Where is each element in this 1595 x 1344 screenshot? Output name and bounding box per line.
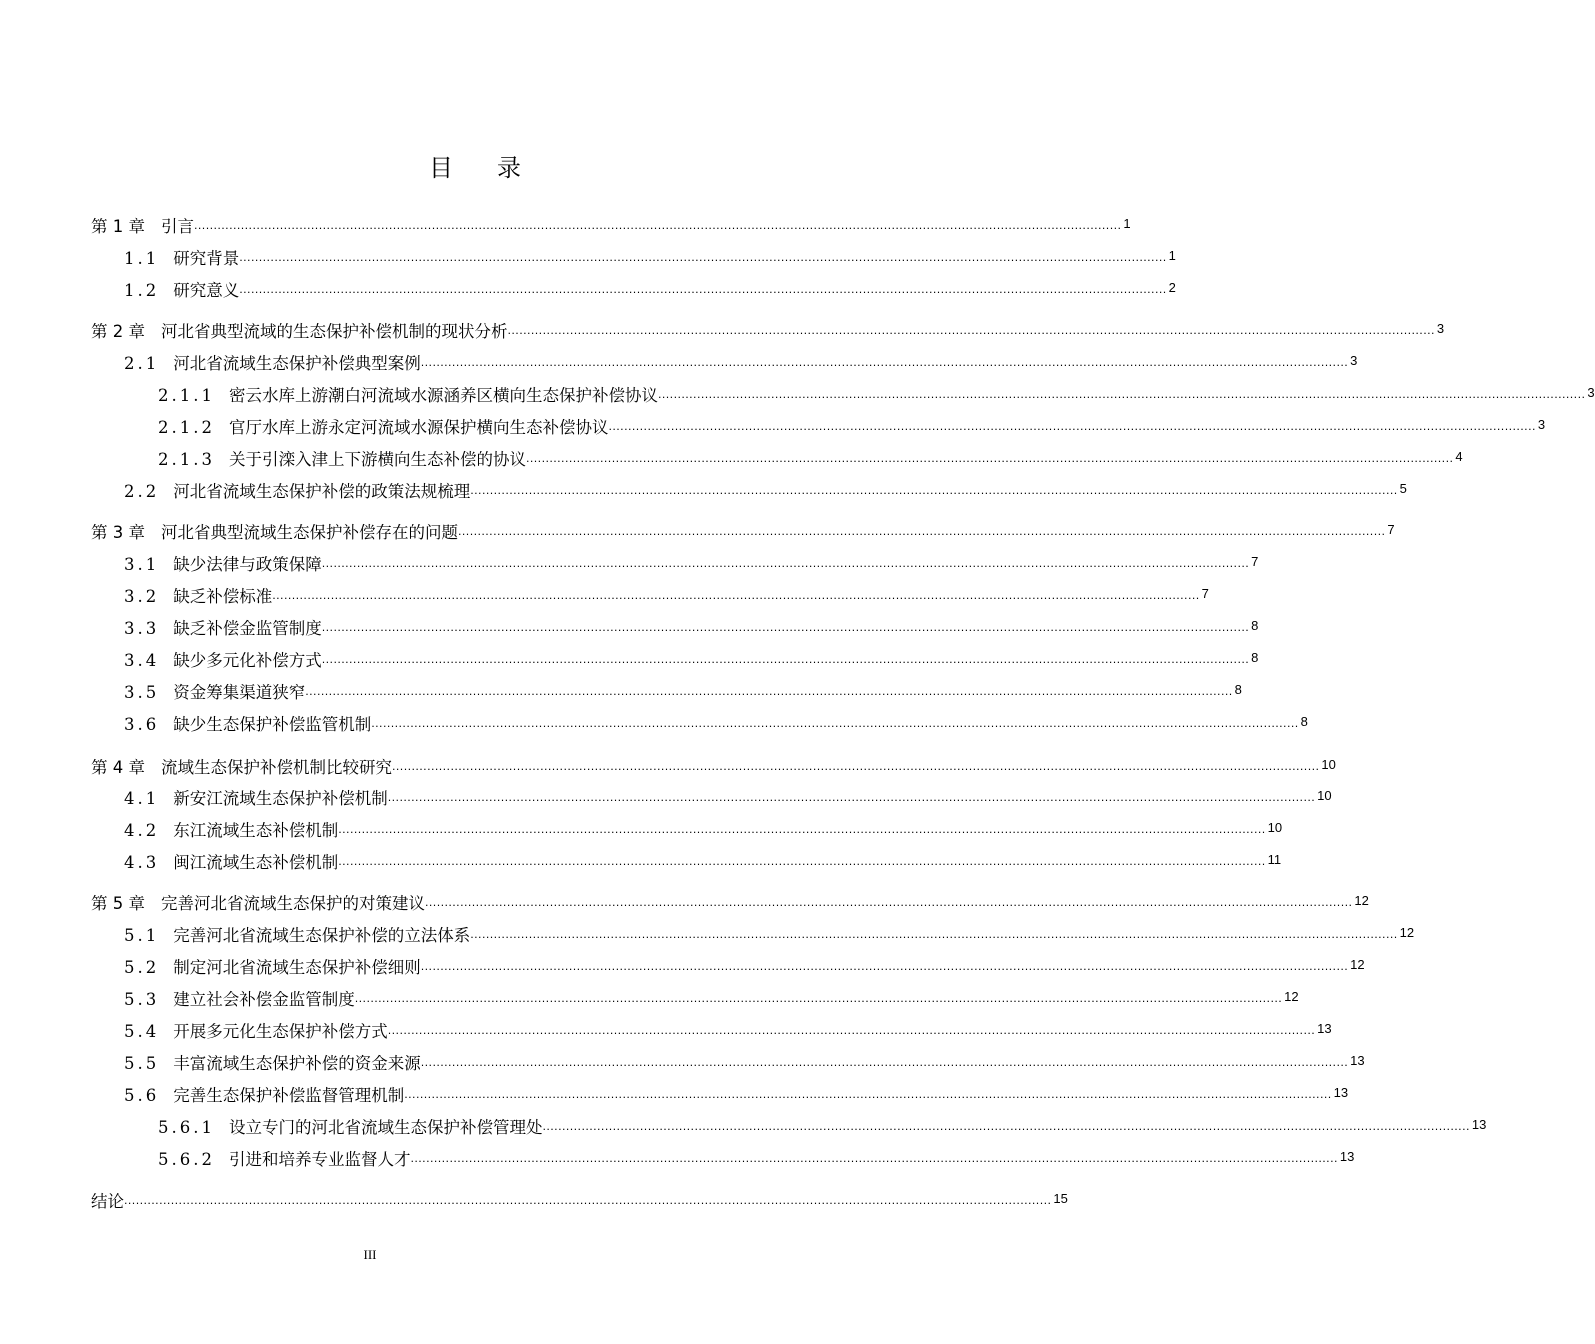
toc-number: 1.1 <box>124 249 160 268</box>
toc-title: 新安江流域生态保护补偿机制 <box>173 789 388 808</box>
toc-entry-chapter-3[interactable] <box>91 518 1395 544</box>
toc-entry-chapter-1[interactable] <box>91 212 1131 238</box>
toc-page-number: 13 <box>1350 1053 1365 1068</box>
toc-entry[interactable] <box>124 477 1407 503</box>
toc-number: 2.1 <box>124 354 160 373</box>
toc-entry-chapter-2[interactable] <box>91 317 1445 343</box>
toc-leader: .............................................................................................................................................................................................................................................. <box>525 452 1454 465</box>
toc-title: 开展多元化生态保护补偿方式 <box>173 1022 388 1041</box>
toc-page-number: 3 <box>1537 417 1546 432</box>
title-char-1: 目 <box>429 154 453 182</box>
toc-number: 2.1.2 <box>158 418 215 437</box>
toc-leader: .............................................................................................................................................................................................................................................. <box>404 1088 1332 1101</box>
toc-leader: .............................................................................................................................................................................................................................................. <box>305 685 1233 698</box>
toc-entry[interactable] <box>124 784 1332 810</box>
toc-leader: .............................................................................................................................................................................................................................................. <box>272 589 1200 602</box>
toc-title: 引进和培养专业监督人才 <box>228 1150 411 1169</box>
toc-title: 结论 <box>91 1192 124 1211</box>
toc-leader: .............................................................................................................................................................................................................................................. <box>420 356 1349 369</box>
toc-number: 3.6 <box>124 715 160 734</box>
toc-title: 河北省典型流域的生态保护补偿机制的现状分析 <box>161 322 508 341</box>
toc-entry[interactable] <box>158 1145 1355 1171</box>
toc-title: 引言 <box>161 217 194 236</box>
toc-number: 2.1.3 <box>158 450 215 469</box>
toc-leader: .............................................................................................................................................................................................................................................. <box>194 219 1122 232</box>
toc-number: 3.4 <box>124 651 160 670</box>
toc-entry[interactable] <box>124 276 1176 302</box>
toc-leader: .............................................................................................................................................................................................................................................. <box>371 717 1299 730</box>
toc-number: 3.2 <box>124 587 160 606</box>
toc-leader: .............................................................................................................................................................................................................................................. <box>124 1194 1052 1207</box>
toc-title: 闽江流域生态补偿机制 <box>173 853 339 872</box>
toc-title: 河北省流域生态保护补偿的政策法规梳理 <box>173 482 471 501</box>
toc-number: 第 4 章 <box>91 758 145 777</box>
toc-title: 完善河北省流域生态保护补偿的立法体系 <box>173 926 471 945</box>
toc-leader: .............................................................................................................................................................................................................................................. <box>239 283 1167 296</box>
toc-entry[interactable] <box>124 710 1308 736</box>
toc-title: 完善河北省流域生态保护的对策建议 <box>161 894 425 913</box>
toc-page-number: 8 <box>1300 714 1308 729</box>
toc-page-number: 4 <box>1455 449 1463 464</box>
toc-page-number: 12 <box>1399 925 1415 940</box>
toc-leader: .............................................................................................................................................................................................................................................. <box>338 855 1266 868</box>
toc-page-number: 8 <box>1234 682 1242 697</box>
toc-number: 第 2 章 <box>91 322 145 341</box>
toc-title: 官厅水库上游永定河流域水源保护横向生态补偿协议 <box>228 418 609 437</box>
toc-page-number: 12 <box>1284 989 1299 1004</box>
toc-leader: .............................................................................................................................................................................................................................................. <box>507 324 1435 337</box>
toc-page-number: 7 <box>1201 586 1209 601</box>
toc-title: 丰富流域生态保护补偿的资金来源 <box>173 1054 421 1073</box>
toc-page-number: 3 <box>1436 321 1445 336</box>
toc-page-number: 1 <box>1123 216 1131 231</box>
toc-entry[interactable] <box>124 848 1282 874</box>
toc-number: 4.1 <box>124 789 160 808</box>
toc-page-number: 13 <box>1339 1149 1355 1164</box>
toc-number: 5.2 <box>124 958 160 977</box>
toc-page-number: 1 <box>1168 248 1176 263</box>
toc-page-number: 5 <box>1399 481 1407 496</box>
toc-number: 4.2 <box>124 821 160 840</box>
toc-title: 缺少法律与政策保障 <box>173 555 322 574</box>
toc-title: 研究背景 <box>173 249 240 268</box>
toc-page-number: 12 <box>1350 957 1365 972</box>
toc-entry[interactable] <box>124 1081 1349 1107</box>
toc-number: 1.2 <box>124 281 160 300</box>
toc-leader: .............................................................................................................................................................................................................................................. <box>542 1120 1470 1133</box>
toc-entry[interactable] <box>124 244 1176 270</box>
toc-leader: .............................................................................................................................................................................................................................................. <box>387 1024 1316 1037</box>
toc-title: 缺少多元化补偿方式 <box>173 651 322 670</box>
toc-number: 第 1 章 <box>91 217 145 236</box>
toc-leader: .............................................................................................................................................................................................................................................. <box>321 557 1250 570</box>
toc-title: 制定河北省流域生态保护补偿细则 <box>173 958 421 977</box>
toc-leader: .............................................................................................................................................................................................................................................. <box>321 621 1250 634</box>
toc-entry[interactable] <box>158 1113 1487 1139</box>
toc-title: 河北省典型流域生态保护补偿存在的问题 <box>161 523 458 542</box>
toc-page-number: 13 <box>1317 1021 1332 1036</box>
toc-leader: .............................................................................................................................................................................................................................................. <box>420 960 1349 973</box>
toc-number: 5.1 <box>124 926 160 945</box>
toc-title: 设立专门的河北省流域生态保护补偿管理处 <box>228 1118 543 1137</box>
toc-title: 河北省流域生态保护补偿典型案例 <box>173 354 421 373</box>
toc-number: 5.6 <box>124 1086 160 1105</box>
toc-title: 关于引滦入津上下游横向生态补偿的协议 <box>228 450 526 469</box>
toc-number: 5.4 <box>124 1022 160 1041</box>
toc-page-number: 7 <box>1387 522 1395 537</box>
title-char-2: 录 <box>497 154 521 182</box>
toc-entry[interactable] <box>124 349 1358 375</box>
toc-entry[interactable] <box>124 582 1209 608</box>
toc-title: 缺乏补偿金监管制度 <box>173 619 322 638</box>
toc-leader: .............................................................................................................................................................................................................................................. <box>425 896 1353 909</box>
toc-entry[interactable] <box>158 445 1463 471</box>
toc-entry-conclusion[interactable] <box>91 1187 1068 1213</box>
toc-number: 5.5 <box>124 1054 160 1073</box>
toc-page-number: 10 <box>1317 788 1332 803</box>
toc-number: 5.6.1 <box>158 1118 215 1137</box>
toc-title: 缺少生态保护补偿监管机制 <box>173 715 372 734</box>
toc-number: 5.3 <box>124 990 160 1009</box>
toc-leader: .............................................................................................................................................................................................................................................. <box>321 653 1250 666</box>
toc-title: 资金筹集渠道狭窄 <box>173 683 306 702</box>
toc-page-number: 12 <box>1354 893 1369 908</box>
toc-leader: .............................................................................................................................................................................................................................................. <box>387 791 1316 804</box>
toc-entry[interactable] <box>124 816 1283 842</box>
toc-leader: .............................................................................................................................................................................................................................................. <box>420 1056 1349 1069</box>
toc-entry[interactable] <box>124 1017 1332 1043</box>
toc-number: 3.5 <box>124 683 160 702</box>
toc-page-number: 2 <box>1168 280 1176 295</box>
toc-page-number: 11 <box>1267 852 1282 867</box>
toc-page-number: 10 <box>1321 757 1336 772</box>
toc-number: 3.1 <box>124 555 160 574</box>
toc-title: 密云水库上游潮白河流域水源涵养区横向生态保护补偿协议 <box>228 386 658 405</box>
toc-entry[interactable] <box>124 921 1415 947</box>
toc-entry[interactable] <box>124 985 1299 1011</box>
toc-leader: .............................................................................................................................................................................................................................................. <box>458 525 1386 538</box>
toc-page-number: 8 <box>1251 618 1259 633</box>
toc-title: 缺乏补偿标准 <box>173 587 273 606</box>
toc-page-number: 13 <box>1333 1085 1349 1100</box>
toc-page-number: 10 <box>1267 820 1283 835</box>
toc-leader: .............................................................................................................................................................................................................................................. <box>470 928 1398 941</box>
toc-leader: .............................................................................................................................................................................................................................................. <box>657 388 1586 401</box>
toc-page-number: 7 <box>1251 554 1259 569</box>
toc-entry[interactable] <box>124 550 1259 576</box>
toc-entry[interactable] <box>124 614 1259 640</box>
toc-page-number: 3 <box>1587 385 1595 400</box>
toc-page-number: 3 <box>1350 353 1358 368</box>
toc-entry[interactable] <box>124 1049 1365 1075</box>
toc-number: 第 5 章 <box>91 894 145 913</box>
toc-page-number: 8 <box>1251 650 1259 665</box>
page-title <box>0 148 950 183</box>
toc-leader: .............................................................................................................................................................................................................................................. <box>392 760 1320 773</box>
toc-leader: .............................................................................................................................................................................................................................................. <box>354 992 1283 1005</box>
toc-number: 3.3 <box>124 619 160 638</box>
toc-entry[interactable] <box>158 413 1546 439</box>
toc-title: 建立社会补偿金监管制度 <box>173 990 355 1009</box>
toc-title: 完善生态保护补偿监督管理机制 <box>173 1086 405 1105</box>
toc-title: 研究意义 <box>173 281 240 300</box>
toc-number: 4.3 <box>124 853 160 872</box>
toc-title: 流域生态保护补偿机制比较研究 <box>161 758 392 777</box>
toc-number: 2.1.1 <box>158 386 215 405</box>
toc-entry[interactable] <box>124 678 1242 704</box>
toc-leader: .............................................................................................................................................................................................................................................. <box>338 823 1266 836</box>
toc-entry[interactable] <box>124 646 1259 672</box>
toc-entry[interactable] <box>158 381 1595 407</box>
toc-page-number: 15 <box>1053 1191 1068 1206</box>
toc-number: 第 3 章 <box>91 523 145 542</box>
toc-title: 东江流域生态补偿机制 <box>173 821 339 840</box>
page-footer-number: III <box>363 1247 377 1262</box>
toc-number: 2.2 <box>124 482 160 501</box>
toc-page-number: 13 <box>1471 1117 1487 1132</box>
toc-entry[interactable] <box>124 953 1365 979</box>
toc-entry-chapter-5[interactable] <box>91 889 1369 915</box>
toc-leader: .............................................................................................................................................................................................................................................. <box>239 251 1167 264</box>
toc-leader: .............................................................................................................................................................................................................................................. <box>410 1152 1338 1165</box>
toc-number: 5.6.2 <box>158 1150 215 1169</box>
toc-leader: .............................................................................................................................................................................................................................................. <box>470 484 1398 497</box>
toc-entry-chapter-4[interactable] <box>91 753 1336 779</box>
toc-leader: .............................................................................................................................................................................................................................................. <box>608 420 1536 433</box>
